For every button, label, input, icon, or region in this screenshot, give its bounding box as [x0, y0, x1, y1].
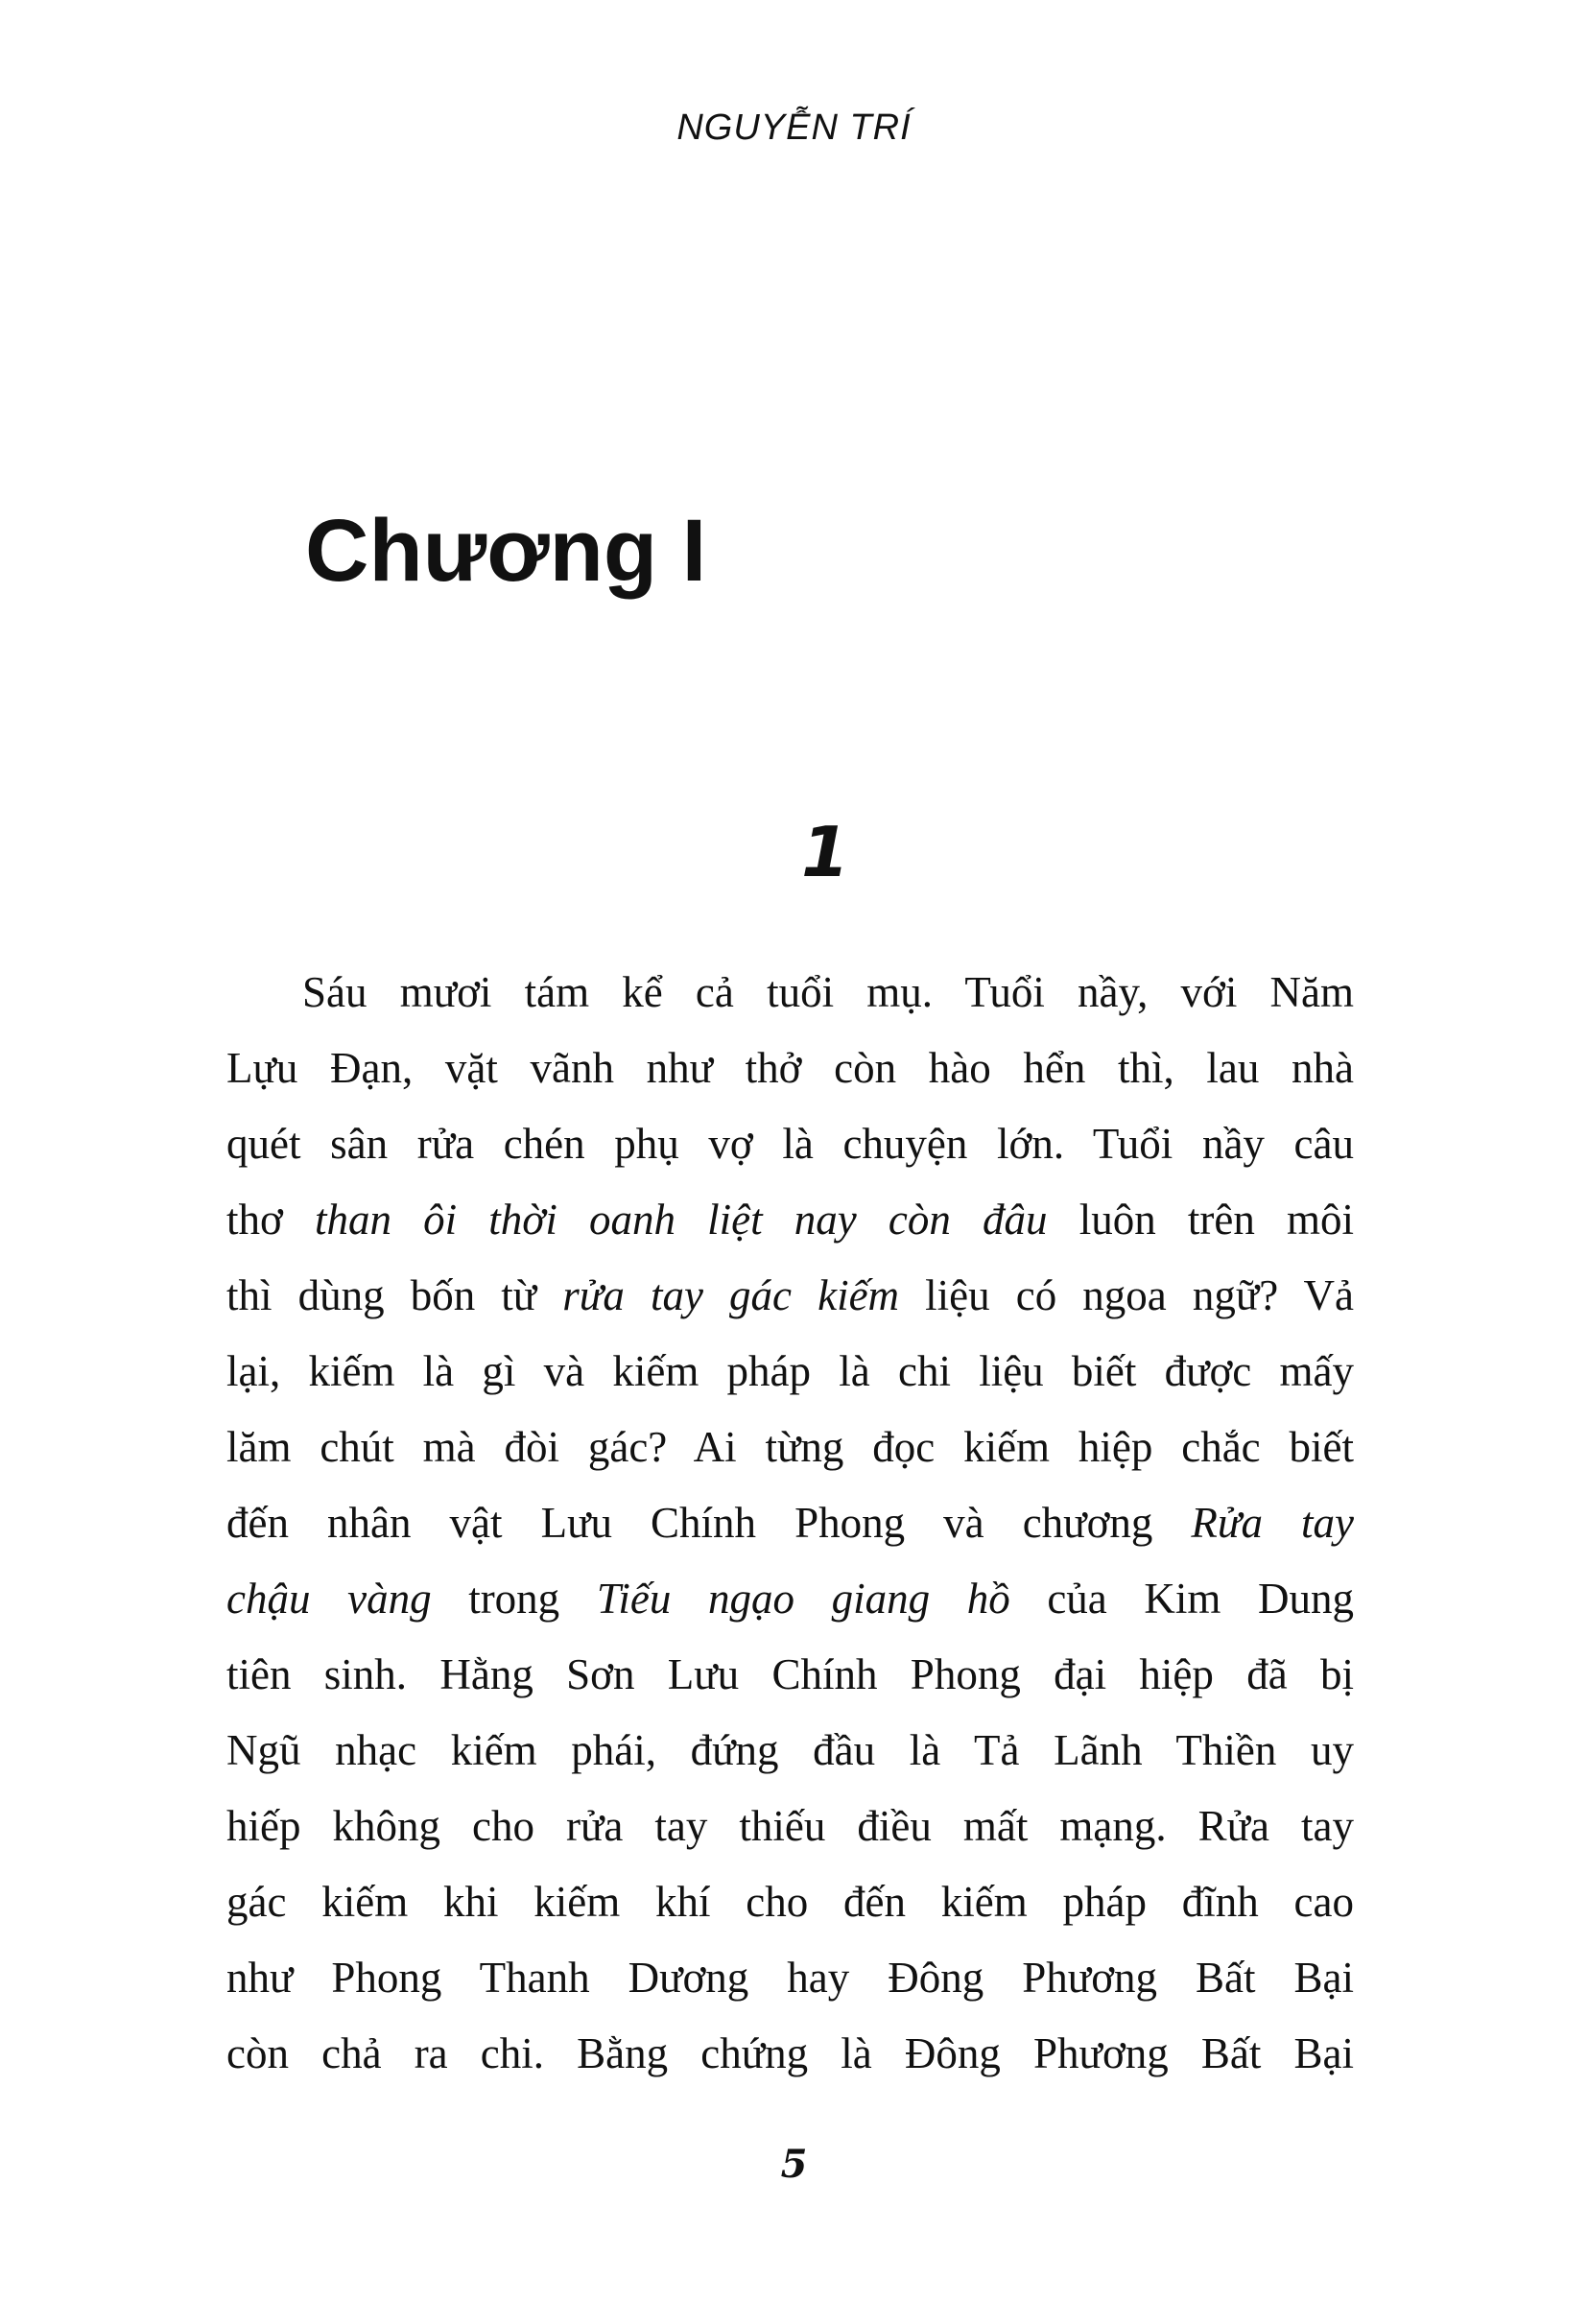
- text-line: [226, 1182, 1354, 1258]
- text-run: Sáu mươi tám kể cả tuổi mụ. Tuổi nầy, với Năm: [302, 968, 1354, 1016]
- text-line: [226, 2016, 1354, 2092]
- text-run: gác kiếm khi kiếm khí cho đến kiếm pháp đĩnh cao: [226, 1878, 1354, 1926]
- text-line: [226, 1789, 1354, 1864]
- text-run: liệu có ngoa ngữ? Vả: [899, 1271, 1354, 1319]
- text-line: [226, 1031, 1354, 1106]
- text-line: [226, 1561, 1354, 1637]
- text-line: [226, 1940, 1354, 2016]
- text-line: [226, 1485, 1354, 1561]
- running-header-author: NGUYỄN TRÍ: [676, 107, 912, 148]
- chapter-title: Chương I: [305, 502, 707, 600]
- text-line: [226, 1258, 1354, 1334]
- text-line: [226, 1410, 1354, 1485]
- text-run: của Kim Dung: [1009, 1575, 1355, 1623]
- italic-text: than ôi thời oanh liệt nay còn đâu: [314, 1196, 1048, 1244]
- text-line: [226, 1864, 1354, 1940]
- section-number: 1: [800, 812, 850, 892]
- text-line: [226, 955, 1354, 1031]
- text-run: thơ: [226, 1196, 315, 1244]
- text-run: còn chả ra chi. Bằng chứng là Đông Phương Bất Bại: [226, 2029, 1354, 2077]
- page-number: 5: [780, 2142, 808, 2187]
- text-run: đến nhân vật Lưu Chính Phong và chương: [226, 1499, 1192, 1547]
- text-run: Ngũ nhạc kiếm phái, đứng đầu là Tả Lãnh Thiền uy: [226, 1726, 1354, 1774]
- text-line: [226, 1334, 1354, 1410]
- italic-text: Tiếu ngạo giang hồ: [596, 1575, 1010, 1623]
- text-run: luôn trên môi: [1047, 1196, 1354, 1244]
- text-run: lăm chút mà đòi gác? Ai từng đọc kiếm hiệp chắc biết: [226, 1423, 1354, 1471]
- text-run: tiên sinh. Hằng Sơn Lưu Chính Phong đại hiệp đã bị: [226, 1650, 1354, 1698]
- text-line: [226, 1106, 1354, 1182]
- italic-text: chậu vàng: [226, 1575, 432, 1623]
- text-line: [226, 1713, 1354, 1789]
- text-line: [226, 1637, 1354, 1713]
- text-run: Lựu Đạn, vặt vãnh như thở còn hào hển thì, lau nhà: [226, 1044, 1354, 1092]
- text-run: quét sân rửa chén phụ vợ là chuyện lớn. Tuổi nầy câu: [226, 1120, 1354, 1168]
- body-paragraph: [226, 955, 1354, 2092]
- italic-text: Rửa tay: [1191, 1499, 1354, 1547]
- text-run: như Phong Thanh Dương hay Đông Phương Bất Bại: [226, 1954, 1354, 2002]
- text-run: trong: [431, 1575, 597, 1623]
- text-run: lại, kiếm là gì và kiếm pháp là chi liệu biết được mấy: [226, 1347, 1354, 1395]
- text-run: thì dùng bốn từ: [226, 1271, 563, 1319]
- text-run: hiếp không cho rửa tay thiếu điều mất mạng. Rửa tay: [226, 1802, 1354, 1850]
- italic-text: rửa tay gác kiếm: [562, 1271, 900, 1319]
